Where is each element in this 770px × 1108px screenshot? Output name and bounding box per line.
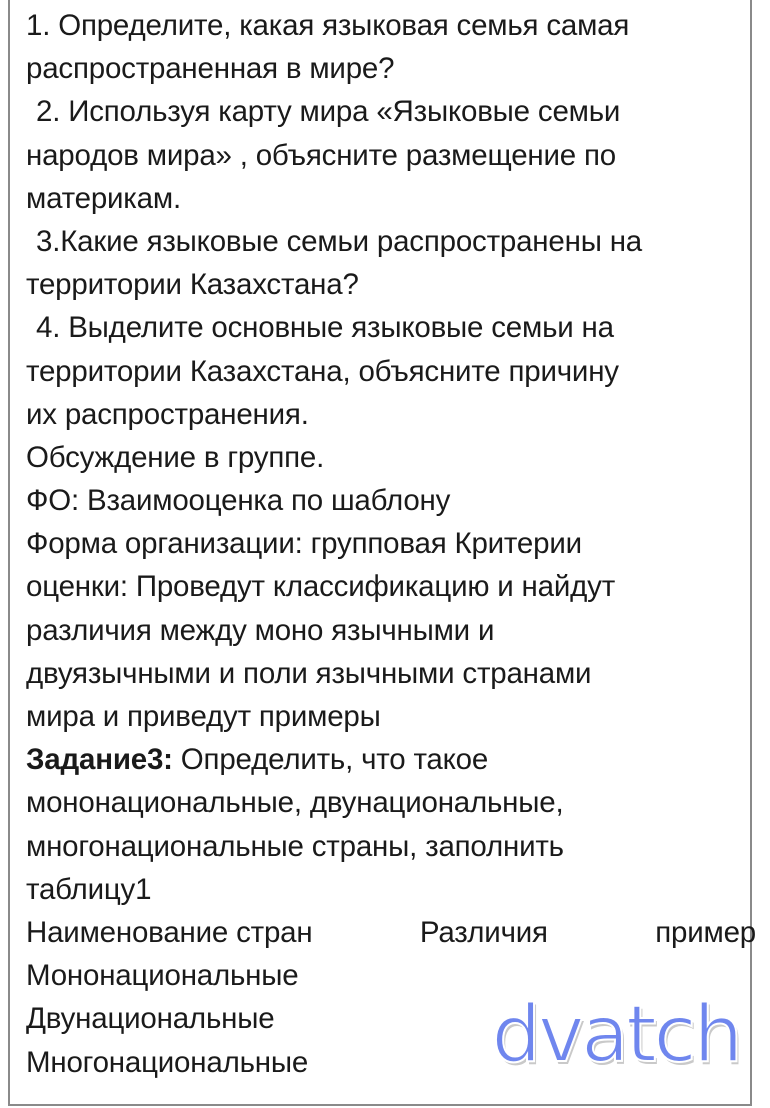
- assessment-line: ФО: Взаимооценка по шаблону: [26, 484, 451, 518]
- task-3-line-2: мононациональные, двунациональные,: [26, 786, 564, 820]
- table-header-differences: Различия: [419, 915, 548, 949]
- question-1-line-1: 1. Определите, какая языковая семья самая: [26, 9, 630, 42]
- task-3-line-4: таблицу1: [26, 872, 152, 906]
- task-3-label: Задание3:: [26, 743, 173, 777]
- criteria-line-5: мира и приведут примеры: [26, 700, 381, 733]
- question-3-line-1: 3.Какие языковые семьи распространены на: [36, 224, 642, 258]
- question-2-line-3: материкам.: [26, 181, 181, 215]
- question-4-line-2: территории Казахстана, объясните причину: [26, 354, 619, 388]
- question-2-line-1: 2. Используя карту мира «Языковые семьи: [36, 95, 621, 129]
- table-row-multinational: Многонациональные: [26, 1045, 309, 1079]
- table-header-example: пример: [655, 915, 756, 949]
- document-text: [26, 4, 754, 1084]
- table-row-mononational: Мононациональные: [26, 959, 299, 993]
- table-row-binational: Двунациональные: [26, 1002, 275, 1036]
- table-header-countries: Наименование стран: [26, 915, 313, 949]
- table-header-row: [26, 911, 756, 954]
- criteria-line-1: Форма организации: групповая Критерии: [26, 527, 582, 561]
- task-3-line-1: [26, 738, 754, 781]
- question-2-line-2: народов мира» , объясните размещение по: [26, 138, 616, 172]
- group-discussion-line: Обсуждение в группе.: [26, 440, 325, 474]
- task-3-text: Определить, что такое: [172, 743, 489, 777]
- criteria-line-2: оценки: Проведут классификацию и найдут: [26, 570, 615, 604]
- question-3-line-2: территории Казахстана?: [26, 268, 359, 302]
- task-3-line-3: многонациональные страны, заполнить: [26, 829, 564, 863]
- question-4-line-3: их распространения.: [26, 397, 309, 431]
- question-4-line-1: 4. Выделите основные языковые семьи на: [36, 311, 614, 345]
- question-1-line-2: распространенная в мире?: [26, 52, 395, 86]
- criteria-line-3: различия между моно язычными и: [26, 613, 495, 647]
- watermark-logo: dvatch: [491, 990, 740, 1080]
- criteria-line-4: двуязычными и поли язычными странами: [26, 656, 592, 690]
- document-page: [8, 0, 756, 1106]
